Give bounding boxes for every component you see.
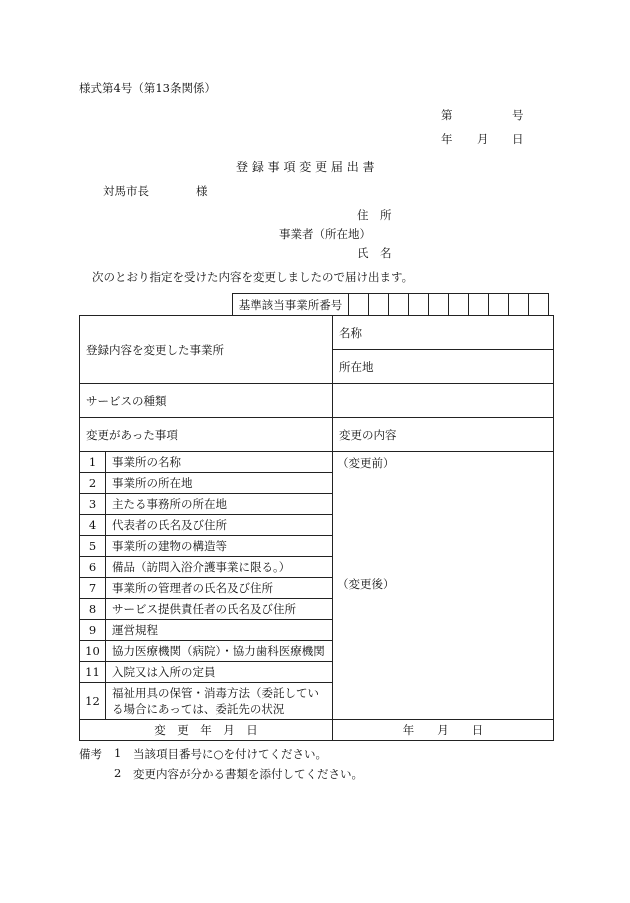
service-type-value[interactable] bbox=[333, 384, 554, 418]
item-number[interactable]: 9 bbox=[80, 620, 106, 641]
item-number[interactable]: 10 bbox=[80, 641, 106, 662]
applicant-address-label: 住 所 bbox=[357, 208, 392, 222]
item-text: 事業所の建物の構造等 bbox=[106, 536, 333, 557]
applicant-business-label: 事業者（所在地） bbox=[279, 227, 371, 241]
item-text: 入院又は入所の定員 bbox=[106, 662, 333, 683]
facility-code-digit[interactable] bbox=[369, 294, 389, 316]
note-number: 2 bbox=[114, 766, 122, 780]
facility-code-digit[interactable] bbox=[349, 294, 369, 316]
item-text: 協力医療機関（病院）・協力歯科医療機関 bbox=[106, 641, 333, 662]
item-number[interactable]: 1 bbox=[80, 452, 106, 473]
change-date-label: 変 更 年 月 日 bbox=[80, 720, 333, 741]
item-number[interactable]: 3 bbox=[80, 494, 106, 515]
item-number[interactable]: 5 bbox=[80, 536, 106, 557]
notes-label: 備考 bbox=[79, 747, 102, 761]
applicant-name-label: 氏 名 bbox=[357, 246, 392, 260]
page-title: 登 録 事 項 変 更 届 出 書 bbox=[236, 160, 375, 174]
facility-name-label[interactable]: 名称 bbox=[333, 316, 554, 350]
facility-code-digit[interactable] bbox=[489, 294, 509, 316]
item-text: 事業所の名称 bbox=[106, 452, 333, 473]
facility-code-digit[interactable] bbox=[469, 294, 489, 316]
addressee-name: 対馬市長 bbox=[103, 184, 149, 198]
facility-code-digit[interactable] bbox=[509, 294, 529, 316]
item-text: 代表者の氏名及び住所 bbox=[106, 515, 333, 536]
facility-code-digit[interactable] bbox=[529, 294, 549, 316]
item-text: 運営規程 bbox=[106, 620, 333, 641]
note-text: 当該項目番号に○を付けてください。 bbox=[133, 747, 328, 761]
item-text: サービス提供責任者の氏名及び住所 bbox=[106, 599, 333, 620]
facility-label: 登録内容を変更した事業所 bbox=[80, 316, 333, 384]
item-text: 主たる事務所の所在地 bbox=[106, 494, 333, 515]
changes-header: 変更があった事項 bbox=[80, 418, 333, 452]
number-prefix: 第 bbox=[441, 108, 453, 122]
facility-code-label: 基準該当事業所番号 bbox=[233, 294, 349, 316]
registration-change-table bbox=[79, 315, 554, 741]
change-content-area[interactable] bbox=[333, 452, 554, 720]
change-date-value[interactable]: 年 月 日 bbox=[333, 720, 554, 741]
item-number[interactable]: 4 bbox=[80, 515, 106, 536]
note-number: 1 bbox=[114, 746, 122, 760]
note-text: 変更内容が分かる書類を添付してください。 bbox=[133, 767, 363, 781]
facility-code-digit[interactable] bbox=[449, 294, 469, 316]
item-number[interactable]: 7 bbox=[80, 578, 106, 599]
item-text: 事業所の管理者の氏名及び住所 bbox=[106, 578, 333, 599]
service-type-label: サービスの種類 bbox=[80, 384, 333, 418]
after-label: （変更後） bbox=[337, 577, 395, 591]
item-number[interactable]: 6 bbox=[80, 557, 106, 578]
facility-code-table bbox=[232, 293, 549, 316]
form-id: 様式第4号（第13条関係） bbox=[79, 81, 216, 95]
date-month: 月 bbox=[477, 132, 489, 146]
facility-code-digit[interactable] bbox=[409, 294, 429, 316]
item-text: 事業所の所在地 bbox=[106, 473, 333, 494]
item-number[interactable]: 8 bbox=[80, 599, 106, 620]
before-label: （変更前） bbox=[337, 456, 395, 470]
item-number[interactable]: 2 bbox=[80, 473, 106, 494]
facility-code-digit[interactable] bbox=[389, 294, 409, 316]
item-text: 備品（訪問入浴介護事業に限る。） bbox=[106, 557, 333, 578]
facility-code-digit[interactable] bbox=[429, 294, 449, 316]
item-number[interactable]: 11 bbox=[80, 662, 106, 683]
item-text: 福祉用具の保管・消毒方法（委託している場合にあっては、委託先の状況 bbox=[106, 683, 333, 720]
date-day: 日 bbox=[512, 132, 524, 146]
item-number[interactable]: 12 bbox=[80, 683, 106, 720]
intro-text: 次のとおり指定を受けた内容を変更しましたので届け出ます。 bbox=[92, 270, 414, 284]
number-suffix: 号 bbox=[512, 108, 524, 122]
facility-location-label[interactable]: 所在地 bbox=[333, 350, 554, 384]
date-year: 年 bbox=[441, 132, 453, 146]
addressee-honorific: 様 bbox=[196, 184, 208, 198]
changes-content-header: 変更の内容 bbox=[333, 418, 554, 452]
